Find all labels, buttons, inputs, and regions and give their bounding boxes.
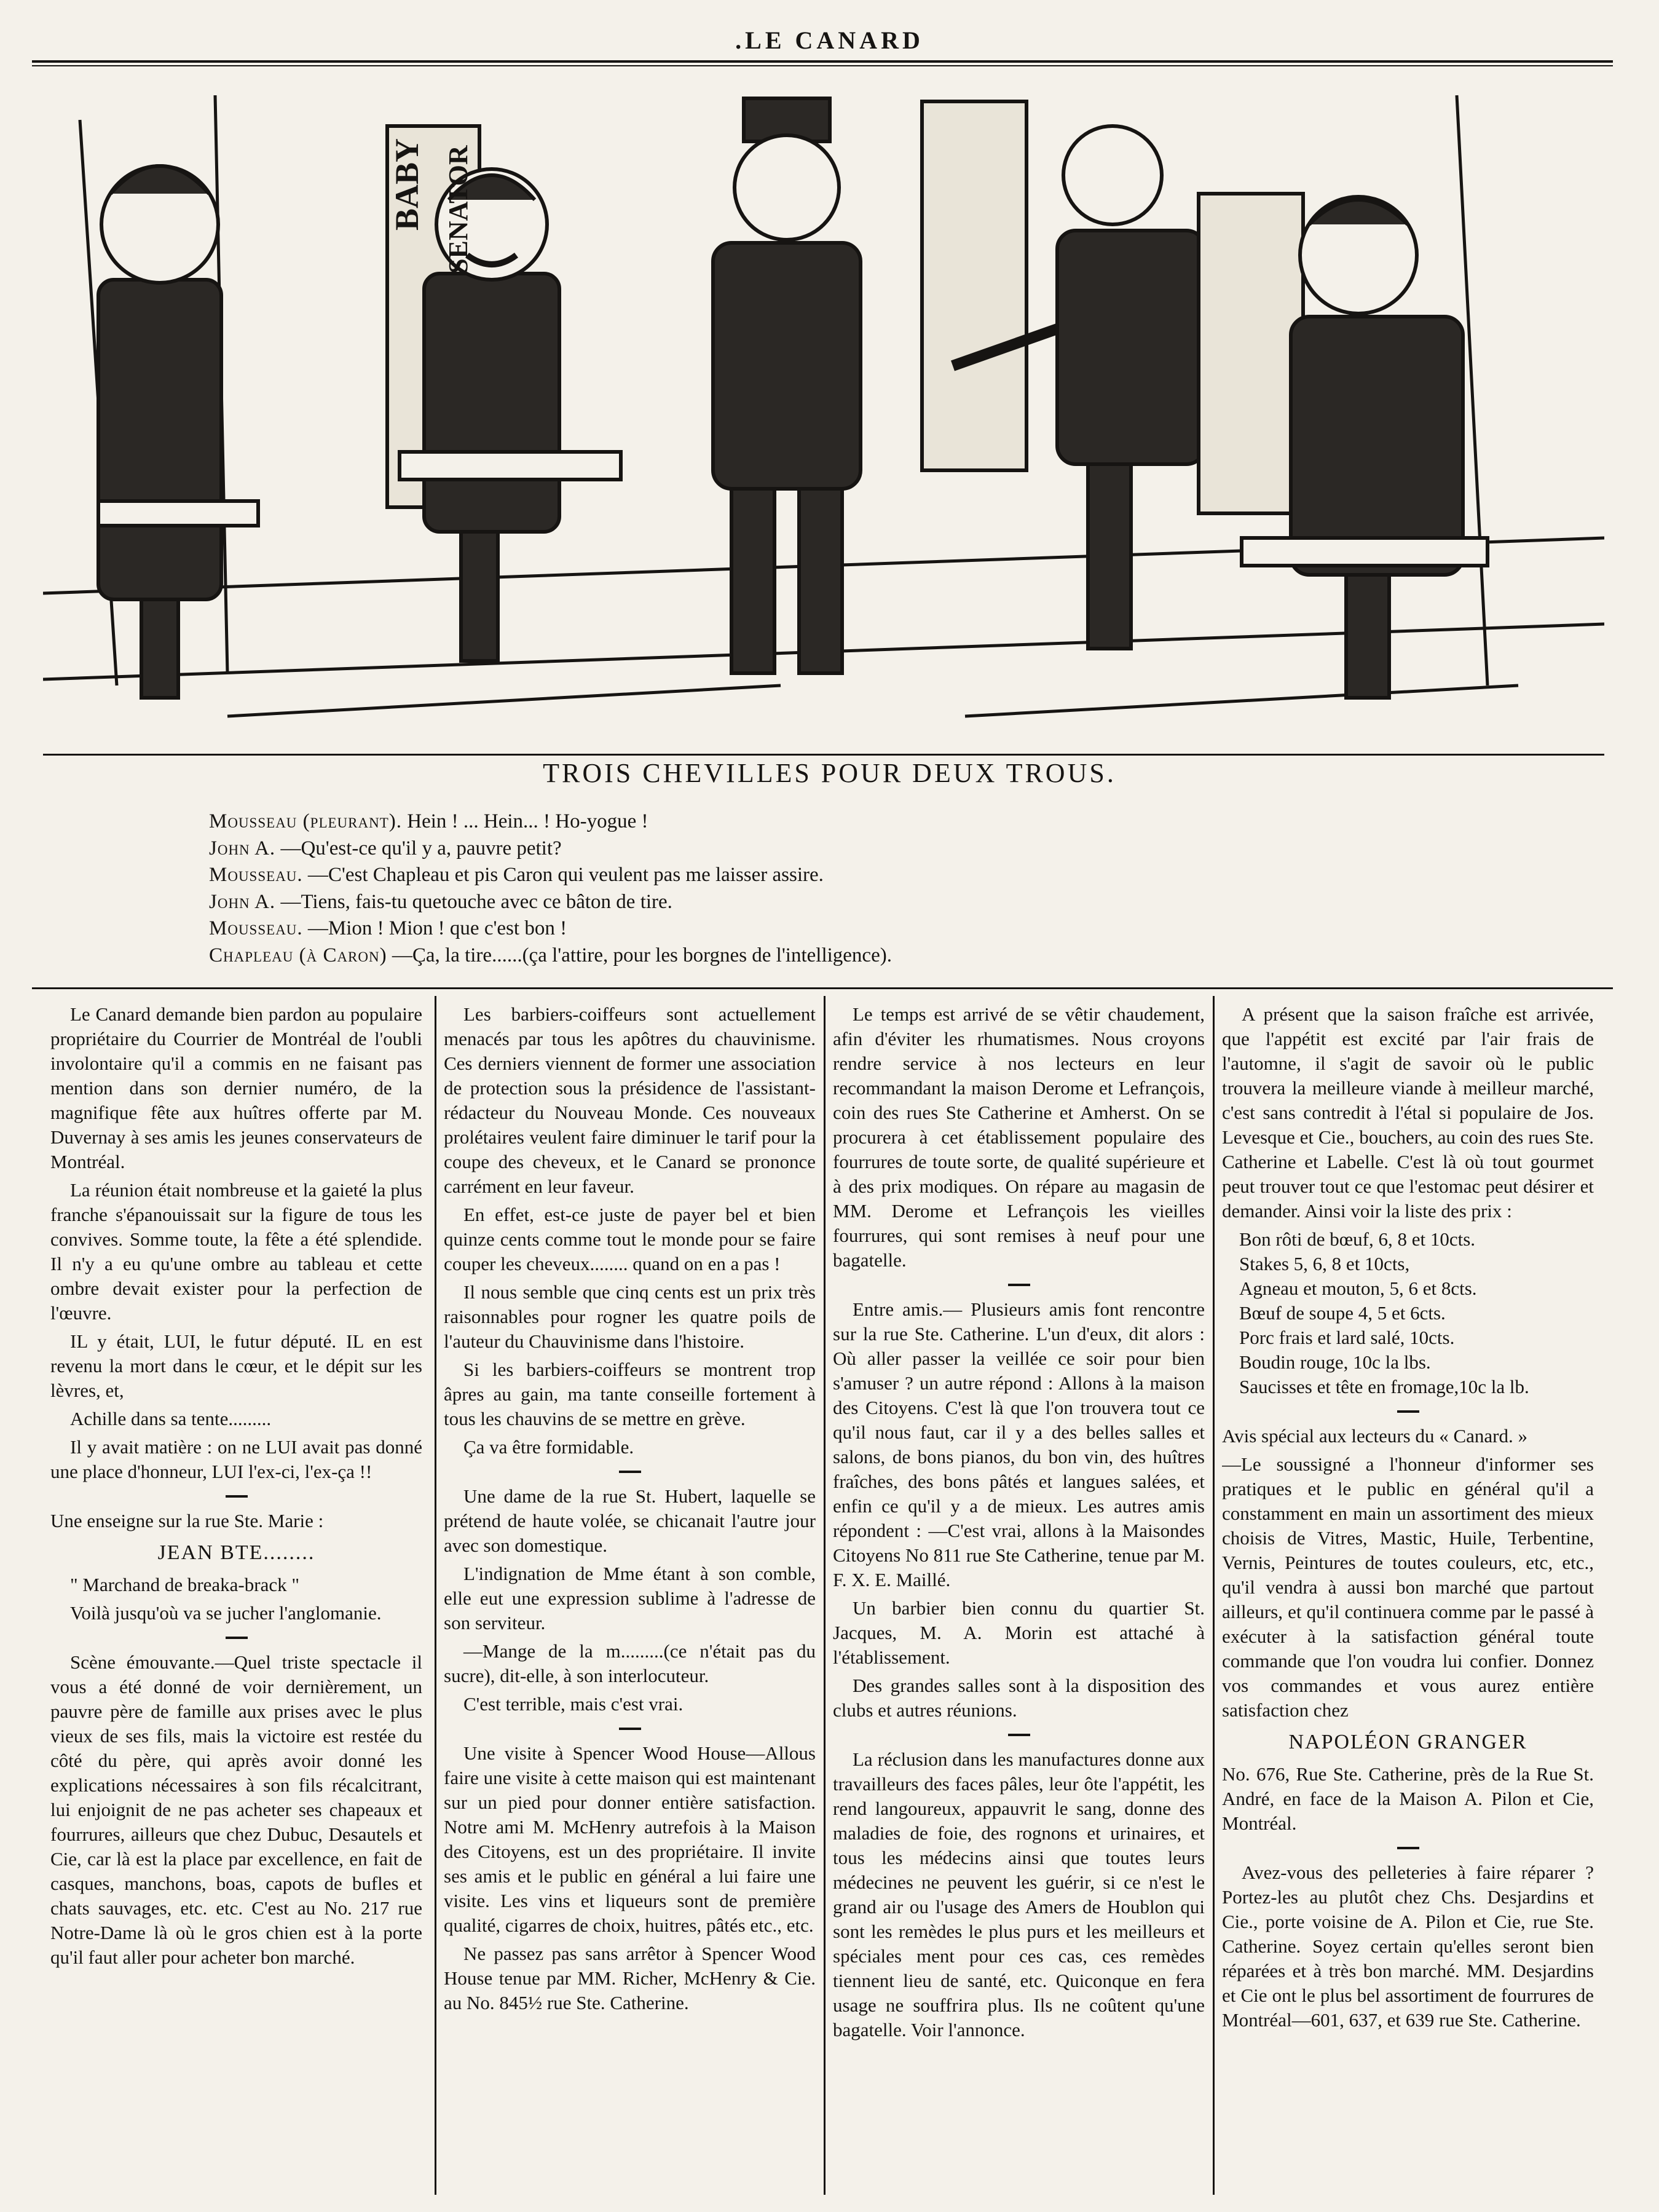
article-paragraph: " Marchand de breaka-brack " <box>70 1574 299 1595</box>
article-paragraph: Scène émouvante.—Quel triste spectacle il vous a été donné de voir dernièrement, un pauvre père de famille aux prises avec le plus vieux de ses fils, mais la victoire est restée du côté du père, qui après avoir donné les explications nécessaires à son fils récalcitrant, lui enjoignit de ne pas acheter ses chapeaux et fourrures, ailleurs que chez Dubuc, Desautels et Cie, car là est la place par excellence, en fait de casques, manchons, boas, capots de bufles et chats sauvages, etc. etc. C'est au No. 217 rue Notre-Dame là où le gros chien est à la porte qu'il faut aller pour acheter bon marché. <box>50 1651 422 1968</box>
article-paragraph: A présent que la saison fraîche est arrivée, que l'appétit est excité par l'air frais de l'automne, il s'agit de savoir où le public trouvera la meilleure viande à meilleur marché, c'est sans contredit à l'étal si populaire de Jos. Levesque et Cie., bouchers, au coin des rues Ste. Catherine et Labelle. C'est là où tout gourmet peut trouver tout ce que l'estomac peut désirer et demander. Ainsi voir la liste des prix : <box>1222 1003 1594 1222</box>
column-separator <box>619 1471 641 1473</box>
top-rule <box>32 60 1613 63</box>
dialogue-speaker: Mousseau (pleurant). <box>209 810 403 832</box>
caption-title: TROIS CHEVILLES POUR DEUX TROUS. <box>543 758 1116 788</box>
column-divider-2 <box>824 996 826 2195</box>
article-paragraph: Si les barbiers-coiffeurs se montrent trop âpres au gain, ma tante conseille fortement à tous les chauvins de se mettre en grève. <box>444 1359 816 1429</box>
column-1 <box>50 1002 422 2189</box>
article-paragraph: Des grandes salles sont à la disposition des clubs et autres réunions. <box>833 1675 1205 1721</box>
column-separator <box>619 1728 641 1730</box>
chair-label-baby: BABY <box>388 138 425 231</box>
price-line: Boudin rouge, 10c la lbs. <box>1239 1351 1431 1373</box>
price-line: Saucisses et tête en fromage,10c la lb. <box>1239 1376 1529 1397</box>
article-paragraph: Voilà jusqu'où va se jucher l'anglomanie. <box>70 1602 382 1624</box>
dialogue-speaker: Chapleau (à Caron) <box>209 944 387 966</box>
column-separator <box>1008 1284 1030 1286</box>
masthead: .LE CANARD <box>735 26 924 54</box>
dialogue-speaker: Mousseau. <box>209 917 303 940</box>
price-line: Bon rôti de bœuf, 6, 8 et 10cts. <box>1239 1228 1476 1250</box>
column-separator <box>1397 1410 1419 1413</box>
article-paragraph: Ne passez pas sans arrêtor à Spencer Wood House tenue par MM. Richer, McHenry & Cie. au No. 845½ rue Ste. Catherine. <box>444 1943 816 2013</box>
article-paragraph: Avez-vous des pelleteries à faire réparer ? Portez-les au plutôt chez Chs. Desjardins et Cie., porte voisine de A. Pilon et Cie, rue Ste. Catherine. Soyez certain qu'elles seront bien réparées et à très bon marché. MM. Desjardins et Cie ont le plus bel assortiment de fourrures de Montréal—601, 637, et 639 rue Ste. Catherine. <box>1222 1862 1594 2031</box>
column-3 <box>833 1002 1205 2189</box>
column-separator <box>226 1637 248 1639</box>
article-paragraph: La réunion était nombreuse et la gaieté la plus franche s'épanouissait sur la figure de tous les convives. Somme toute, la fête a été splendide. Il n'y a eu qu'une ombre au tableau et cette ombre devait exister pour la perfection de l'œuvre. <box>50 1179 422 1324</box>
article-paragraph: Une dame de la rue St. Hubert, laquelle se prétend de haute volée, se chicanait l'autre jour avec son domestique. <box>444 1485 816 1556</box>
article-paragraph: En effet, est-ce juste de payer bel et bien quinze cents comme tout le monde pour se faire couper les cheveux........ quand on en a pas ! <box>444 1204 816 1274</box>
article-paragraph: No. 676, Rue Ste. Catherine, près de la Rue St. André, en face de la Maison A. Pilon et Cie, Montréal. <box>1222 1763 1594 1834</box>
top-rule-thin <box>32 65 1613 66</box>
dialogue-line <box>209 915 1500 942</box>
article-heading: NAPOLÉON GRANGER <box>1288 1731 1527 1753</box>
price-line: Stakes 5, 6, 8 et 10cts, <box>1239 1253 1410 1274</box>
dialogue-speaker: Mousseau. <box>209 864 303 887</box>
article-paragraph: Une enseigne sur la rue Ste. Marie : <box>50 1510 324 1531</box>
column-separator <box>226 1495 248 1498</box>
column-divider-3 <box>1213 996 1215 2195</box>
column-4 <box>1222 1002 1594 2189</box>
column-2 <box>444 1002 816 2189</box>
illustration-rule <box>43 754 1604 756</box>
dialogue-line <box>209 942 1500 970</box>
figure-right <box>1199 194 1488 698</box>
price-line: Bœuf de soupe 4, 5 et 6cts. <box>1239 1302 1446 1324</box>
article-paragraph: Les barbiers-coiffeurs sont actuellement menacés par tous les apôtres du chauvinisme. Ces derniers viennent de former une association de protection sous la présidence de l'assistant-rédacteur du Nouveau Monde. Ces nouveaux prolétaires veulent faire diminuer le tarif pour la coupe des cheveux, et le Canard se prononce carrément en leur faveur. <box>444 1003 816 1197</box>
cartoon-illustration <box>43 71 1604 744</box>
article-paragraph: IL y était, LUI, le futur député. IL en est revenu la mort dans le cœur, et le dépit sur les lèvres, et, <box>50 1330 422 1401</box>
article-paragraph: L'indignation de Mme étant à son comble, elle eut une expression sublime à l'adresse de son serviteur. <box>444 1563 816 1633</box>
article-paragraph: Entre amis.— Plusieurs amis font rencontre sur la rue Ste. Catherine. L'un d'eux, dit alors : Où aller passer la veillée ce soir pour bien s'amuser ? un autre répond : Allons à la maison des Citoyens. C'est là que l'on trouvera tout ce qu'il nous faut, car il y a des belles salles et salons, de bons pianos, du bon vin, des huîtres fraîches, des bons pâtés et langues salées, et enfin ce qu'il y a de mieux. Les autres amis répondent : —C'est vrai, allons à la Maisondes Citoyens No 811 rue Ste Catherine, tenue par M. F. X. E. Maillé. <box>833 1298 1205 1590</box>
article-heading: JEAN BTE........ <box>157 1541 315 1564</box>
article-paragraph: Il y avait matière : on ne LUI avait pas donné une place d'honneur, LUI l'ex-ci, l'ex-ça !! <box>50 1436 422 1482</box>
dialogue-line <box>209 808 1500 835</box>
dialogue-line <box>209 835 1500 863</box>
column-separator <box>1008 1734 1030 1736</box>
article-paragraph: Ça va être formidable. <box>463 1436 634 1458</box>
price-line: Porc frais et lard salé, 10cts. <box>1239 1327 1455 1348</box>
figure-standing-center <box>713 98 861 673</box>
caption-dialogue <box>209 808 1500 969</box>
dialogue-line <box>209 862 1500 889</box>
column-separator <box>1397 1847 1419 1849</box>
article-paragraph: La réclusion dans les manufactures donne aux travailleurs des faces pâles, leur ôte l'appétit, les rend langoureux, appauvrit le sang, donne des maladies de foie, des rognons et urinaires, et tous les médecins ainsi que toutes leurs médecines ne peuvent les guérir, si ce n'est le grand air ou l'usage des Amers de Houblon qui sont les remèdes le plus purs et les meilleurs et spéciales ment pour ces cas, ces remèdes tiennent lieu de santé, etc. Quiconque en fera usage ne souffrira plus. Ils ne coûtent qu'une bagatelle. Voir l'annonce. <box>833 1748 1205 2040</box>
article-paragraph: Achille dans sa tente......... <box>70 1408 272 1429</box>
dialogue-text: —Tiens, fais-tu quetouche avec ce bâton de tire. <box>275 890 672 913</box>
dialogue-text: —Ça, la tire......(ça l'attire, pour les borgnes de l'intelligence). <box>387 944 892 966</box>
article-paragraph: Il nous semble que cinq cents est un prix très raisonnables pour rogner les quatre poils de l'auteur du Chauvinisme dans l'histoire. <box>444 1281 816 1352</box>
dialogue-text: —Qu'est-ce qu'il y a, pauvre petit? <box>275 837 562 859</box>
column-divider-1 <box>435 996 436 2195</box>
dialogue-text: Hein ! ... Hein... ! Ho-yogue ! <box>402 810 648 832</box>
article-paragraph: Avis spécial aux lecteurs du « Canard. » <box>1222 1425 1527 1447</box>
dialogue-text: —Mion ! Mion ! que c'est bon ! <box>302 917 567 940</box>
article-paragraph: —Le soussigné a l'honneur d'informer ses pratiques et le public en général qu'il a constamment en main un assortiment des mieux choisis de Vitres, Mastic, Huile, Terbentine, Vernis, Peintures de toutes couleurs, etc, etc., qu'il vendra à aussi bon marché que partout ailleurs, et qu'il continuera comme par le passé à exécuter à la satisfaction général toute commande que l'on voudra lui confier. Donnez vos commandes et vous aurez entière satisfaction chez <box>1222 1453 1594 1721</box>
article-paragraph: Le temps est arrivé de se vêtir chaudement, afin d'éviter les rhumatismes. Nous croyons rendre service à nos lecteurs en leur recommandant la maison Derome et Lefrançois, coin des rues Ste Catherine et Amherst. On se procurera à cet établissement populaire des fourrures de toute sorte, de qualité supérieure et à des prix modiques. On répare au magasin de MM. Derome et Lefrançois les vieilles fourrures, qui sont remises à neuf pour une bagatelle. <box>833 1003 1205 1271</box>
columns-rule <box>32 987 1613 989</box>
chair-label-senator: SENATOR <box>443 145 473 274</box>
article-paragraph: Le Canard demande bien pardon au populaire propriétaire du Courrier de Montréal de l'oubli involontaire qu'il a commis en ne faisant pas mention dans son dernier numéro, de la magnifique fête aux huîtres offerte par M. Duvernay à ses amis les jeunes conservateurs de Montréal. <box>50 1003 422 1172</box>
dialogue-line <box>209 889 1500 916</box>
dialogue-text: —C'est Chapleau et pis Caron qui veulent pas me laisser assire. <box>302 864 824 887</box>
article-paragraph: Un barbier bien connu du quartier St. Jacques, M. A. Morin est attaché à l'établissement. <box>833 1597 1205 1668</box>
article-paragraph: —Mange de la m.........(ce n'était pas du sucre), dit-elle, à son interlocuteur. <box>444 1640 816 1686</box>
dialogue-speaker: John A. <box>209 837 276 859</box>
price-line: Agneau et mouton, 5, 6 et 8cts. <box>1239 1278 1477 1299</box>
article-paragraph: C'est terrible, mais c'est vrai. <box>463 1693 684 1715</box>
article-paragraph: Une visite à Spencer Wood House—Allous faire une visite à cette maison qui est maintenant sur un pied pour donner entière satisfaction. Notre ami M. McHenry autrefois à la Maison des Citoyens, est un des propriétaire. Il invite ses amis et le public en général a lui faire une visite. Les vins et liqueurs sont de première qualité, cigarres de choix, huitres, pâtés etc., etc. <box>444 1742 816 1936</box>
dialogue-speaker: John A. <box>209 890 276 913</box>
figure-left <box>98 166 258 698</box>
figure-seated-4 <box>922 101 1205 649</box>
